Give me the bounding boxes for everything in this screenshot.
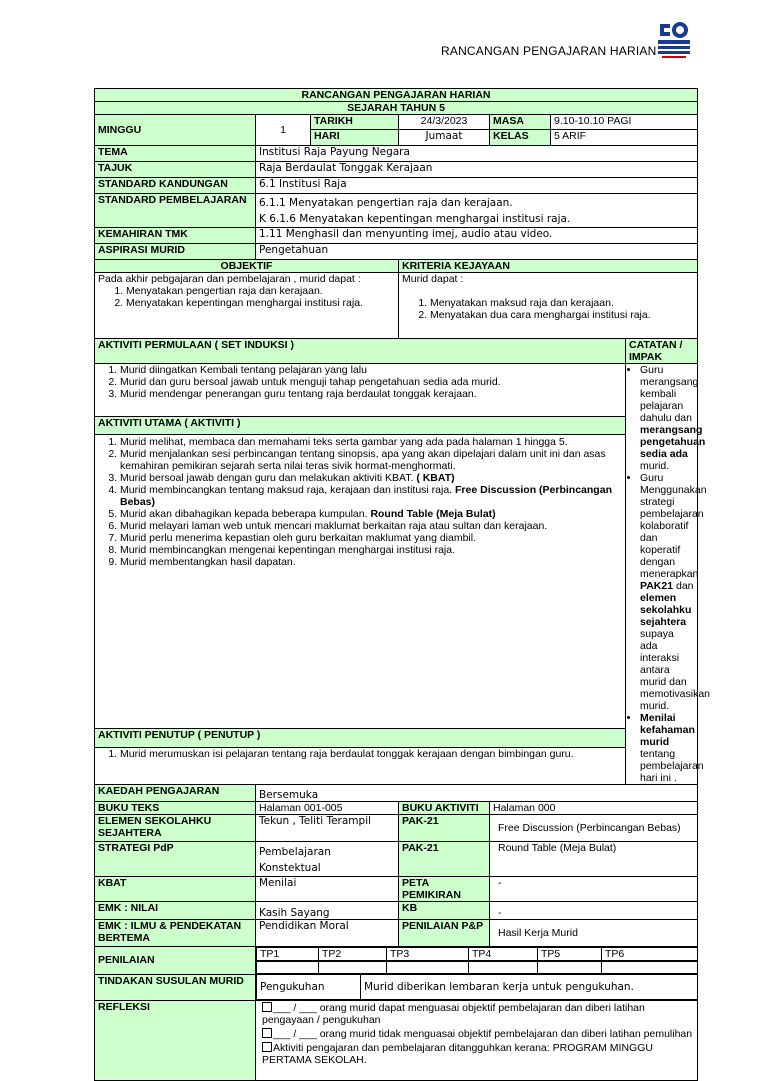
permulaan-item: 1. Murid diingatkan Kembali tentang pelajaran yang lalu [120, 364, 622, 376]
nilai-label: EMK : NILAI [95, 902, 256, 920]
tp3-label: TP3 [387, 948, 469, 961]
masa-label: MASA [490, 115, 551, 130]
refleksi-item-2: ___ / ___ orang murid tidak menguasai objektif pembelajaran dan diberi latihan pemulihan [273, 1028, 693, 1040]
penilaian-label: PENILAIAN [95, 947, 256, 975]
catatan-label: CATATAN / IMPAK [626, 339, 698, 364]
permulaan-item: 2. Murid dan guru bersoal jawab untuk menguji tahap pengetahuan sedia ada murid. [120, 376, 622, 388]
tp3-cell[interactable] [387, 962, 469, 974]
tajuk-value: Raja Berdaulat Tonggak Kerajaan [256, 162, 698, 178]
penilaianpp-label: PENILAIAN P&P [399, 920, 490, 947]
kaedah-value: Bersemuka [256, 785, 698, 802]
strategi-label: STRATEGI PdP [95, 842, 256, 877]
tp5-label: TP5 [538, 948, 602, 961]
refleksi-checkbox-2[interactable] [262, 1028, 272, 1038]
kb-value: - [490, 902, 698, 920]
tarikh-label: TARIKH [311, 115, 399, 130]
peta-value: - [490, 877, 698, 902]
objektif-intro: Pada akhir pebgajaran dan pembelajaran , murid dapat : [98, 273, 361, 285]
refleksi-checkbox-3[interactable] [262, 1042, 272, 1052]
school-logo-icon [654, 18, 694, 62]
utama-item: 5. Murid akan dibahagikan kepada beberapa kumpulan. Round Table (Meja Bulat) [120, 508, 622, 520]
utama-item: 7. Murid perlu menerima kepastian oleh guru berkaitan maklumat yang diambil. [120, 532, 622, 544]
ilmu-label: EMK : ILMU & PENDEKATAN BERTEMA [95, 920, 256, 947]
utama-item: 6. Murid melayari laman web untuk mencari maklumat berkaitan raja atau sultan dan kerajaan. [120, 520, 622, 532]
kriteria-label: KRITERIA KEJAYAAN [399, 260, 698, 273]
pak21a-label: PAK-21 [399, 815, 490, 842]
kb-label: KB [399, 902, 490, 920]
refleksi-item-1: ___ / ___ orang murid dapat menguasai objektif pembelajaran dan diberi latihan pengayaan / pengukuhan [262, 1002, 645, 1026]
kbat-label: KBAT [95, 877, 256, 902]
refleksi-checkbox-1[interactable] [262, 1002, 272, 1012]
tp1-label: TP1 [257, 948, 319, 961]
utama-item: 8. Murid membincangkan mengenai kepentingan menghargai institusi raja. [120, 544, 622, 556]
kaedah-label: KAEDAH PENGAJARAN [95, 785, 256, 802]
catatan-item: • Menilai kefahaman murid tentang pembelajaran hari ini . [640, 712, 694, 784]
objektif-item: 2. Menyatakan kepentingan menghargai institusi raja. [126, 297, 395, 309]
elemen-value: Tekun , Teliti Terampil [256, 815, 399, 842]
refleksi-item-3: Aktiviti pengajaran dan pembelajaran ditangguhkan kerana: PROGRAM MINGGU PERTAMA SEKOLAH. [262, 1042, 653, 1066]
tp2-cell[interactable] [319, 962, 387, 974]
peta-label: PETA PEMIKIRAN [399, 877, 490, 902]
refleksi-label: REFLEKSI [95, 1001, 256, 1081]
utama-item: 1. Murid melihat, membaca dan memahami teks serta gambar yang ada pada halaman 1 hingga 5. [120, 436, 622, 448]
catatan-item: • Guru merangsang kembali pelajaran dahulu dan merangsang pengetahuan sedia ada murid. [640, 364, 694, 472]
page-header-title: RANCANGAN PENGAJARAN HARIAN [441, 44, 657, 58]
penutup-item: 1. Murid merumuskan isi pelajaran tentang raja berdaulat tonggak kerajaan dengan bimbingan guru. [120, 748, 622, 760]
aspirasi-label: ASPIRASI MURID [95, 244, 256, 260]
pak21b-label: PAK-21 [399, 842, 490, 877]
permulaan-label: AKTIVITI PERMULAAN ( SET INDUKSI ) [95, 339, 626, 364]
minggu-label: MINGGU [95, 115, 256, 146]
ilmu-value: Pendidikan Moral [256, 920, 399, 947]
masa-value: 9.10-10.10 PAGI [551, 115, 698, 130]
sp-value-2: K 6.1.6 Menyatakan kepentingan menghargai institusi raja. [259, 213, 571, 225]
tp4-label: TP4 [469, 948, 538, 961]
kelas-label: KELAS [490, 130, 551, 146]
minggu-value: 1 [256, 115, 311, 146]
bukuaktiviti-value: Halaman 000 [490, 802, 698, 815]
sk-value: 6.1 Institusi Raja [256, 178, 698, 194]
objektif-label: OBJEKTIF [95, 260, 399, 273]
sk-label: STANDARD KANDUNGAN [95, 178, 256, 194]
utama-list [116, 436, 622, 568]
hari-value: Jumaat [399, 130, 490, 146]
kriteria-item: 2. Menyatakan dua cara menghargai institusi raja. [430, 309, 694, 321]
utama-item: 9. Murid membentangkan hasil dapatan. [120, 556, 622, 568]
tp5-cell[interactable] [538, 962, 602, 974]
doc-title: RANCANGAN PENGAJARAN HARIAN [95, 89, 698, 102]
utama-label: AKTIVITI UTAMA ( AKTIVITI ) [95, 416, 626, 435]
utama-item: 4. Murid membincangkan tentang maksud raja, kerajaan dan institusi raja. Free Discussion (Perbincangan Bebas) [120, 484, 622, 508]
tema-label: TEMA [95, 146, 256, 162]
tarikh-value: 24/3/2023 [399, 115, 490, 130]
tp2-label: TP2 [319, 948, 387, 961]
kbat-value: Menilai [256, 877, 399, 902]
tmk-label: KEMAHIRAN TMK [95, 228, 256, 244]
permulaan-item: 3. Murid mendengar penerangan guru tentang raja berdaulat tonggak kerajaan. [120, 388, 622, 400]
objektif-item: 1. Menyatakan pengertian raja dan kerajaan. [126, 285, 395, 297]
doc-subtitle: SEJARAH TAHUN 5 [95, 102, 698, 115]
aspirasi-value: Pengetahuan [256, 244, 698, 260]
penutup-label: AKTIVITI PENUTUP ( PENUTUP ) [95, 729, 626, 748]
utama-item: 2. Murid menjalankan sesi perbincangan tentang sinopsis, apa yang akan dipelajari dalam unit ini dan asas kemahiran pemikiran sejarah serta nilai teras sivik hormat-menghormati. [120, 448, 622, 472]
rph-table [94, 88, 711, 1081]
pak21a-value: Free Discussion (Perbincangan Bebas) [498, 822, 681, 834]
kelas-value: 5 ARIF [551, 130, 698, 146]
utama-item: 3. Murid bersoal jawab dengan guru dan melakukan aktiviti KBAT. ( KBAT) [120, 472, 622, 484]
hari-label: HARI [311, 130, 399, 146]
bukuaktiviti-label: BUKU AKTIVITI [399, 802, 490, 815]
tajuk-label: TAJUK [95, 162, 256, 178]
tindakan-label: TINDAKAN SUSULAN MURID [95, 974, 256, 1001]
nilai-value: Kasih Sayang [256, 902, 399, 920]
tema-value: Institusi Raja Payung Negara [256, 146, 698, 162]
pak21b-value: Round Table (Meja Bulat) [498, 842, 617, 854]
tp6-cell[interactable] [602, 962, 698, 974]
kriteria-item: 1. Menyatakan maksud raja dan kerajaan. [430, 297, 694, 309]
catatan-list [640, 364, 711, 784]
tp6-label: TP6 [602, 948, 698, 961]
tindakan-value-2: Murid diberikan lembaran kerja untuk pengukuhan. [361, 975, 698, 1000]
bukuteks-value: Halaman 001-005 [256, 802, 399, 815]
bukuteks-label: BUKU TEKS [95, 802, 256, 815]
catatan-item: • Guru Menggunakan strategi pembelajaran kolaboratif dan koperatif dengan menerapkan PAK21 dan elemen sekolahku sejahtera supaya ada interaksi antara murid dan memotivasikan murid. [640, 472, 694, 712]
penilaianpp-value: Hasil Kerja Murid [498, 927, 578, 939]
sp-value-1: 6.1.1 Menyatakan pengertian raja dan kerajaan. [259, 197, 513, 209]
tmk-value: 1.11 Menghasil dan menyunting imej, audio atau video. [256, 228, 698, 244]
tp4-cell[interactable] [469, 962, 538, 974]
strategi-value: Pembelajaran Konstektual [256, 842, 399, 877]
elemen-label: ELEMEN SEKOLAHKU SEJAHTERA [95, 815, 256, 842]
sp-label: STANDARD PEMBELAJARAN [95, 194, 256, 228]
kriteria-intro: Murid dapat : [402, 273, 464, 285]
tp1-cell[interactable] [257, 962, 319, 974]
tindakan-value-1: Pengukuhan [257, 975, 361, 1000]
